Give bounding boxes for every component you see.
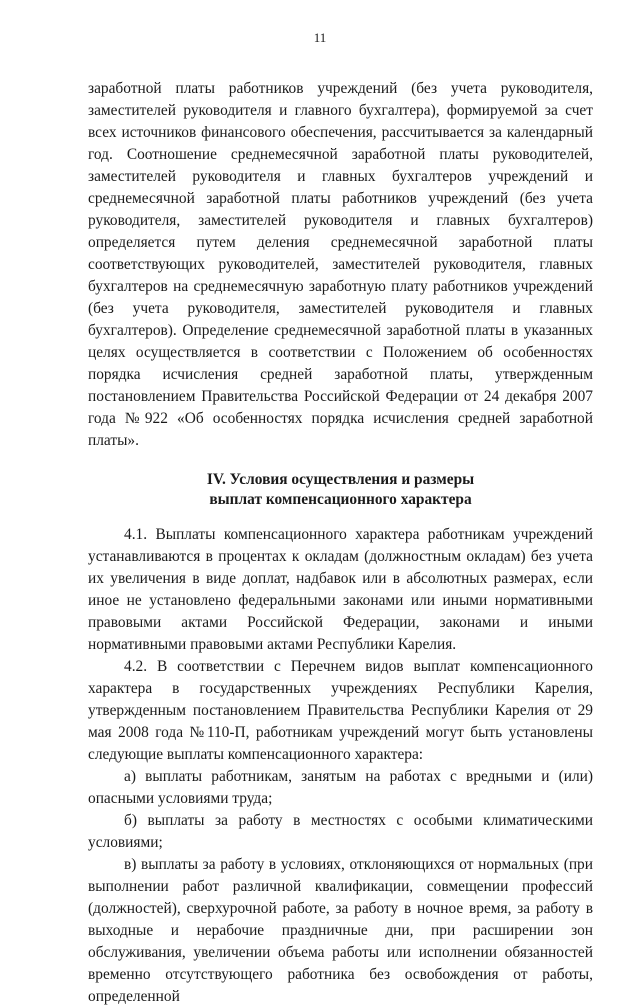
list-item-a: а) выплаты работникам, занятым на работах с вредными и (или) опасными условиями труда; bbox=[88, 768, 593, 807]
page-number: 11 bbox=[313, 30, 327, 45]
paragraph-4-2: 4.2. В соответствии с Перечнем видов выплат компенсационного характера в государственных учреждениях Республики Карелия, утвержденным постановлением Правительства Республики Карелия от 29 мая 2008 года №110-П, работникам учреждений могут быть установлены следующие выплаты компенсационного характера: bbox=[88, 658, 593, 763]
paragraph-continuation: заработной платы работников учреждений (без учета руководителя, заместителей руководителя и главного бухгалтера), формируемой за счет всех источников финансового обеспечения, рассчитывается за календарный год. Соотношение среднемесячной заработной платы руководителей, заместителей руководителя и главных бухгалтеров учреждений и среднемесячной заработной платы работников учреждений (без учета руководителя, заместителей руководителя и главных бухгалтеров) определяется путем деления среднемесячной заработной платы соответствующих руководителей, заместителей руководителя, главных бухгалтеров на среднемесячную заработную плату работников учреждений (без учета руководителя, заместителей руководителя и главных бухгалтеров). Определение среднемесячной заработной платы в указанных целях осуществляется в соответствии с Положением об особенностях порядка исчисления средней заработной платы, утвержденным постановлением Правительства Российской Федерации от 24 декабря 2007 года №922 «Об особенностях порядка исчисления средней заработной платы». bbox=[88, 80, 593, 449]
document-body bbox=[88, 78, 593, 1008]
list-item-b: б) выплаты за работу в местностях с особыми климатическими условиями; bbox=[88, 812, 593, 851]
paragraph-4-1: 4.1. Выплаты компенсационного характера работникам учреждений устанавливаются в процентах к окладам (должностным окладам) без учета их увеличения в виде доплат, надбавок или в абсолютных размерах, если иное не установлено федеральными законами или иными нормативными правовыми актами Российской Федерации, законами и иными нормативными правовыми актами Республики Карелия. bbox=[88, 526, 593, 653]
section-heading-line-1: IV. Условия осуществления и размеры bbox=[206, 471, 475, 488]
section-heading bbox=[88, 470, 593, 510]
section-heading-line-2: выплат компенсационного характера bbox=[209, 491, 472, 508]
list-item-v: в) выплаты за работу в условиях, отклоняющихся от нормальных (при выполнении работ различной квалификации, совмещении профессий (должностей), сверхурочной работе, за работу в ночное время, за работу в выходные и нерабочие праздничные дни, при расширении зон обслуживания, увеличении объема работы или исполнении обязанностей временно отсутствующего работника без освобождения от работы, определенной bbox=[88, 856, 593, 1005]
